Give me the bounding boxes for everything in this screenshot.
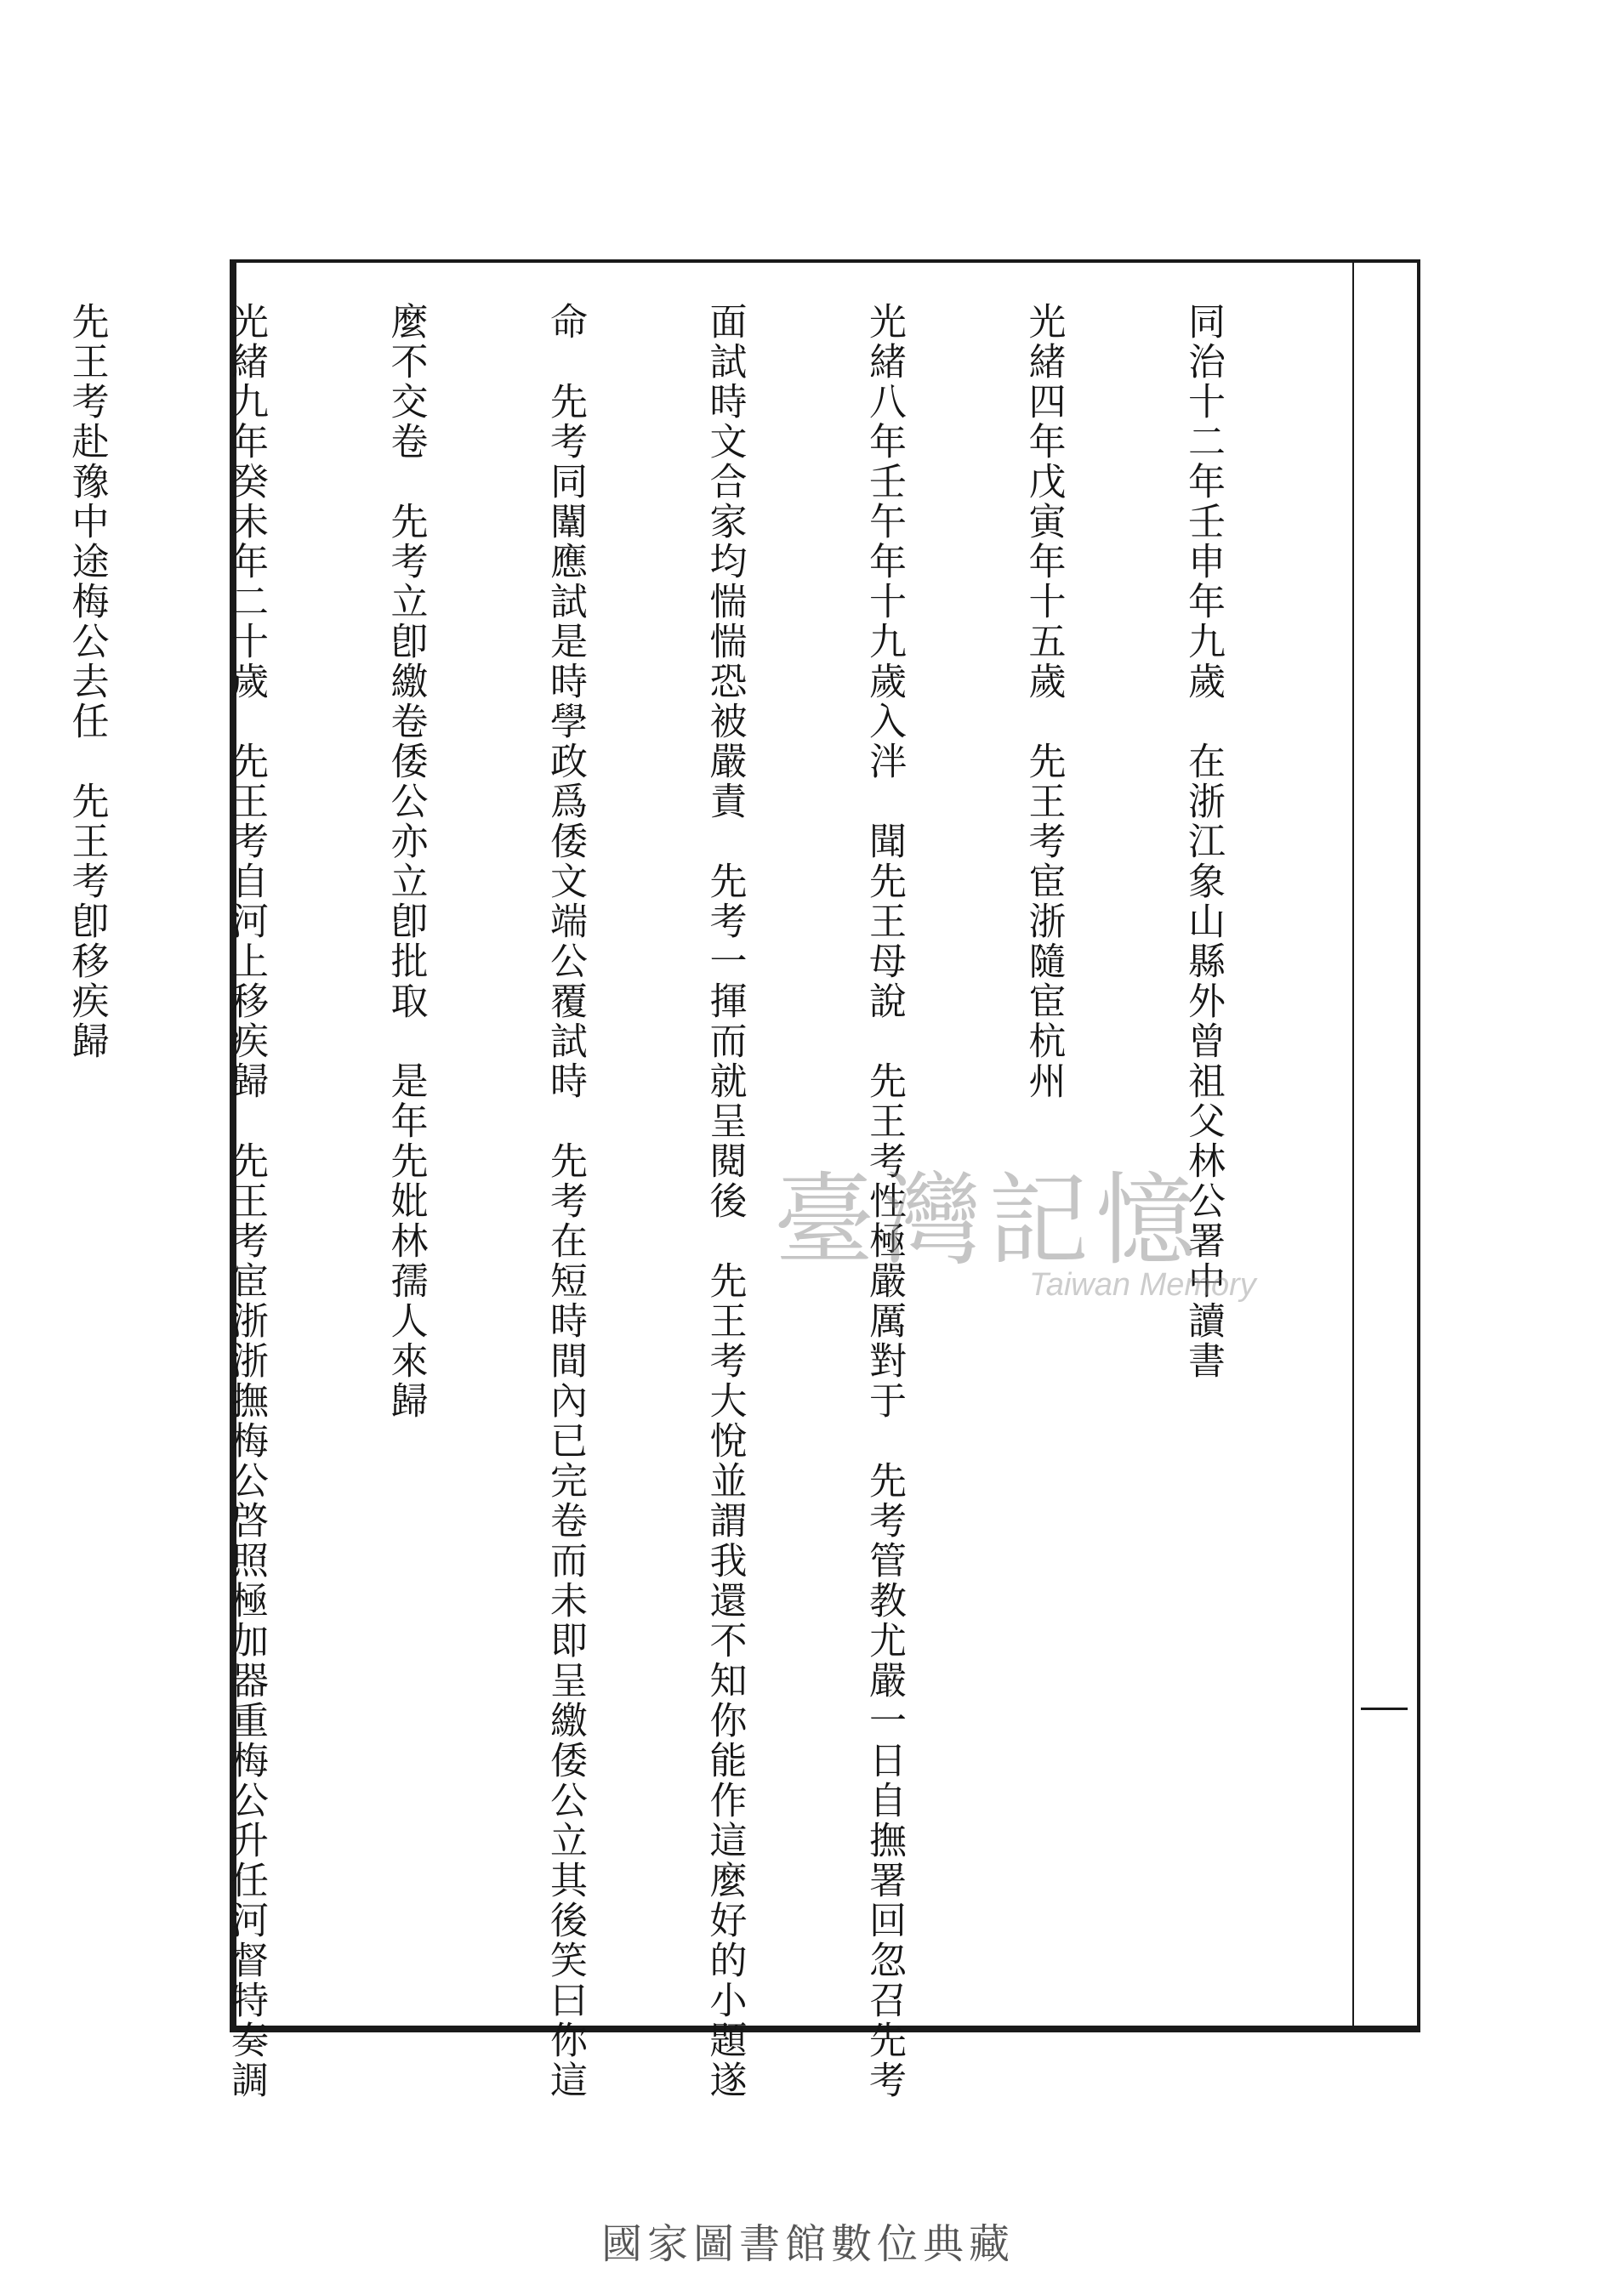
watermark-en: Taiwan Memory bbox=[1029, 1267, 1256, 1303]
text-line-2: 光緒四年戊寅年十五歲 先王考宦浙隨宦杭州 bbox=[1021, 302, 1066, 1101]
text-line-3: 光緒八年壬午年十九歲入泮 聞先王母說 先王考性極嚴厲對于 先考管教尤嚴一日自撫署回忽召先考 bbox=[862, 302, 906, 2100]
text-line-4: 面試時文合家均惴惴恐被嚴責 先考一揮而就呈閱後 先王考大悅並謂我還不知你能作這麼好的小題遂 bbox=[703, 302, 747, 2100]
watermark-cn: 臺灣記憶 bbox=[774, 1162, 1203, 1279]
text-line-5: 命 先考同闈應試是時學政爲倭文端公覆試時 先考在短時間內已完卷而未即呈繳倭公立其後笑曰你這 bbox=[543, 302, 587, 2100]
text-line-7: 光緒九年癸未年二十歲 先王考自河上移疾歸 先王考宦浙浙撫梅公啓照極加器重梅公升任河督特奏調 bbox=[225, 302, 268, 2100]
footer-label: 國家圖書館數位典藏 bbox=[600, 2220, 1015, 2268]
margin-mark bbox=[1361, 1708, 1408, 1710]
text-line-8: 先王考赴豫中途梅公去任 先王考卽移疾歸 bbox=[65, 302, 109, 1061]
margin-rule bbox=[1352, 259, 1354, 2032]
watermark-logo bbox=[774, 1139, 1318, 1327]
text-line-6: 麼不交卷 先考立卽繳卷倭公亦立卽批取 是年先妣林孺人來歸 bbox=[384, 302, 428, 1421]
text-line-1: 同治十二年壬申年九歲 在浙江象山縣外曾祖父林公署中讀書 bbox=[1181, 302, 1225, 1381]
